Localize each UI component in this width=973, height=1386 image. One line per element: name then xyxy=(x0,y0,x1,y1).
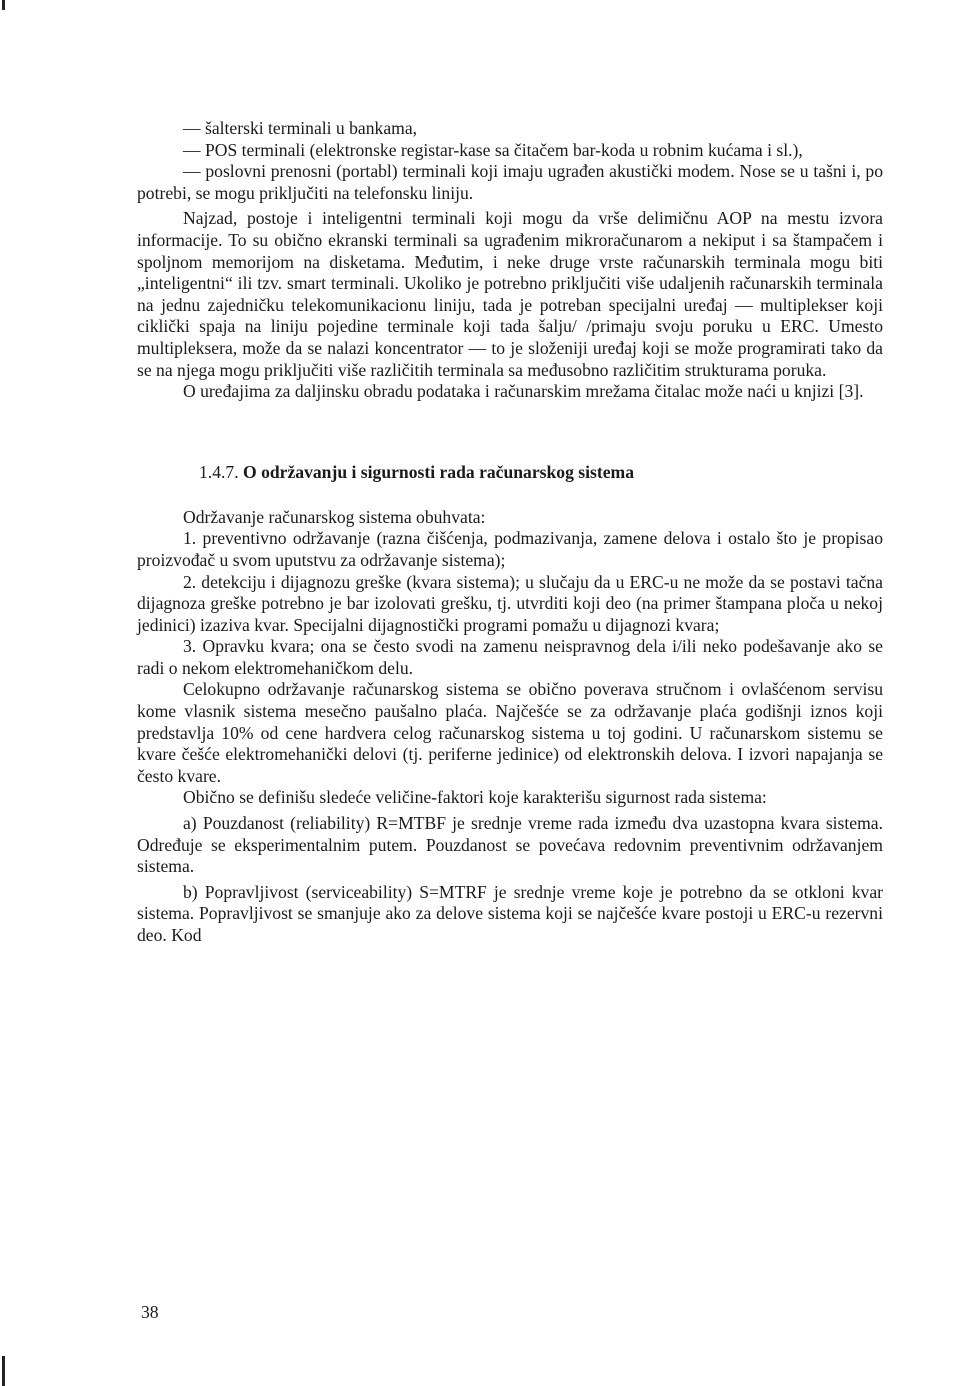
paragraph: Najzad, postoje i inteligentni terminali koji mogu da vrše delimičnu AOP na mestu izvora informacije. To su obično ekranski terminali sa ugrađenim mikroračunarom a nekiput i sa štampačem i spoljnom memorijom na disketama. Međutim, i neke druge vrste računarskih terminala mogu biti „inteligentni“ ili tzv. smart terminali. Ukoliko je potrebno priključiti više udaljenih računarskih terminala na jednu zajedničku telekomunikacionu liniju, tada je potreban specijalni uređaj — multiplekser koji ciklički spaja na liniju pojedine terminale koji tada šalju/ /primaju svoju poruku u ERC. Umesto multipleksera, može da se nalazi koncentrator — to je složeniji uređaj koji se može programirati tako da se na njega mogu priključiti više različitih terminala sa međusobno različitim strukturama poruka. xyxy=(137,208,883,380)
paragraph: Celokupno održavanje računarskog sistema se obično poverava stručnom i ovlašćenom servisu kome vlasnik sistema mesečno paušalno plaća. Najčešće se za održavanje plaća godišnji iznos koji predstavlja 10% od cene hardvera celog računarskog sistema u toj godini. U računarskom sistemu se kvare češće elektromehanički delovi (tj. periferne jedinice) od elektronskih delova. I izvori napajanja se često kvare. xyxy=(137,679,883,786)
scan-edge-mark-bottom xyxy=(2,1356,5,1386)
paragraph: — šalterski terminali u bankama, xyxy=(183,118,418,138)
section-title: O održavanju i sigurnosti rada računarskog sistema xyxy=(243,461,634,482)
list-item: 1. preventivno održavanje (razna čišćenja, podmazivanja, zamene delova i ostalo što je propisao proizvođač u svom uputstvu za održavanje sistema); xyxy=(137,528,883,570)
page-number: 38 xyxy=(141,1302,159,1322)
definition-item: b) Popravljivost (serviceability) S=MTRF je srednje vreme koje je potrebno da se otkloni kvar sistema. Popravljivost se smanjuje ako za delove sistema koji se najčešće kvare postoji u ERC-u rezervni deo. Kod xyxy=(137,881,883,945)
paragraph: O uređajima za daljinsku obradu podataka i računarskim mrežama čitalac može naći u knjizi [3]. xyxy=(183,381,864,402)
paragraph: — POS terminali (elektronske registar-kase sa čitačem bar-koda u robnim kućama i sl.), xyxy=(183,139,803,160)
paragraph: — poslovni prenosni (portabl) terminali koji imaju ugrađen akustički modem. Nose se u tašni i, po potrebi, se mogu priključiti na telefonsku liniju. xyxy=(137,161,883,203)
paragraph: Održavanje računarskog sistema obuhvata: xyxy=(183,506,486,527)
list-item: 2. detekciju i dijagnozu greške (kvara sistema); u slučaju da u ERC-u ne može da se postavi tačna dijagnoza greške potrebno je bar izolovati grešku, tj. utvrditi koji deo (na primer štampana ploča u nekoj jedinici) izaziva kvar. Specijalni dijagnostički programi pomažu u dijagnozi kvara; xyxy=(137,571,883,635)
page-body xyxy=(137,118,883,947)
paragraph: Obično se definišu sledeće veličine-faktori koje karakterišu sigurnost rada sistema: xyxy=(183,787,767,808)
definition-item: a) Pouzdanost (reliability) R=MTBF je srednje vreme rada između dva uzastopna kvara sistema. Određuje se eksperimentalnim putem. Pouzdanost se povećava redovnim preventivnim održavanjem sistema. xyxy=(137,813,883,877)
section-number: 1.4.7. xyxy=(199,461,239,482)
scan-edge-mark-top xyxy=(2,0,5,10)
section-heading xyxy=(137,461,883,483)
text-block-top xyxy=(137,118,883,403)
list-item: 3. Opravku kvara; ona se često svodi na zamenu neispravnog dela i/ili neko podešavanje ako se radi o nekom elektromehaničkom delu. xyxy=(137,636,883,678)
text-block-bottom xyxy=(137,507,883,947)
